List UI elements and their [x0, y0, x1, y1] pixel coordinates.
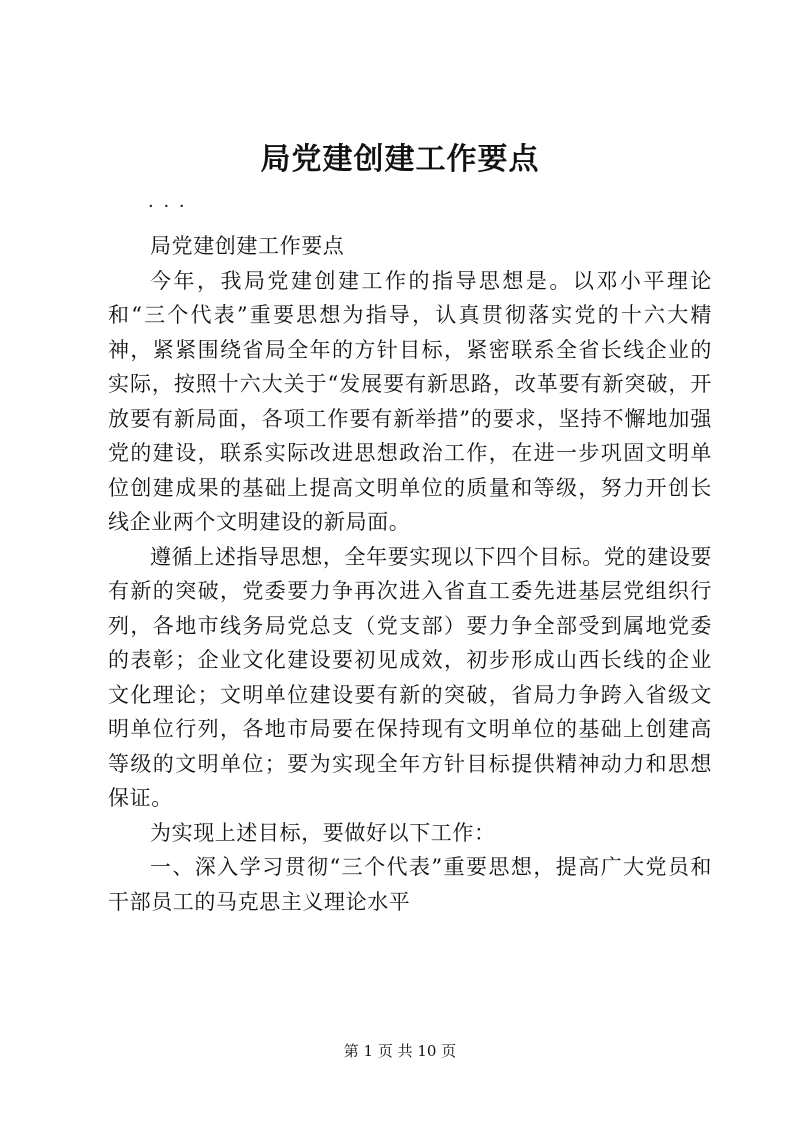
- page-footer: 第 1 页 共 10 页: [343, 1042, 457, 1060]
- paragraph-guiding-thought: 今年，我局党建创建工作的指导思想是。以邓小平理论和“三个代表”重要思想为指导，认真贯彻落实党的十六大精神，紧紧围绕省局全年的方针目标，紧密联系全省长线企业的实际，按照十六大关于“发展要有新思路，改革要有新突破，开放要有新局面，各项工作要有新举措”的要求，坚持不懈地加强党的建设，联系实际改进思想政治工作，在进一步巩固文明单位创建成果的基础上提高文明单位的质量和等级，努力开创长线企业两个文明建设的新局面。: [108, 268, 712, 534]
- paragraph-goals: 遵循上述指导思想，全年要实现以下四个目标。党的建设要有新的突破，党委要力争再次进入省直工委先进基层党组织行列，各地市线务局党总支（党支部）要力争全部受到属地党委的表彰；企业文化建设要初见成效，初步形成山西长线的企业文化理论；文明单位建设要有新的突破，省局力争跨入省级文明单位行列，各地市局要在保持现有文明单位的基础上创建高等级的文明单位；要为实现全年方针目标提供精神动力和思想保证。: [108, 544, 712, 810]
- paragraph-subtitle: 局党建创建工作要点: [150, 234, 345, 258]
- ellipsis-marker: · · ·: [148, 196, 187, 217]
- document-body: [108, 229, 712, 919]
- paragraph-tasks-intro: 为实现上述目标，要做好以下工作：: [150, 820, 496, 845]
- page-title: 局党建创建工作要点: [260, 142, 540, 177]
- paragraph-task-one: 一、深入学习贯彻“三个代表”重要思想，提高广大党员和干部员工的马克思主义理论水平: [108, 855, 712, 914]
